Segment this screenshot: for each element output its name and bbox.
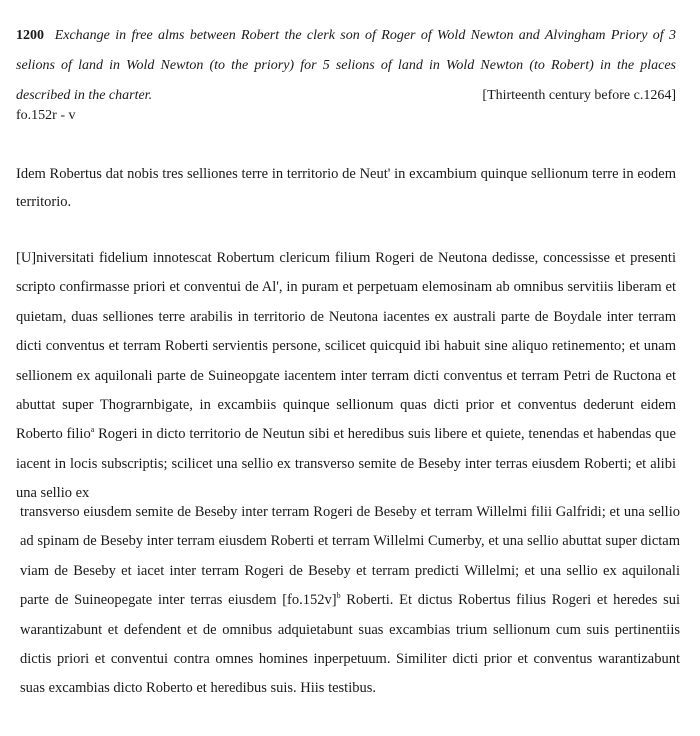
charter-text-b: Rogeri in dicto territorio de Neutun sibi et heredibus suis libere et quiete, tenendas et habendas que iacent in locis subscriptis; scilicet una sellio ex transverso semite de Beseby inter terras eiusdem Roberti; et alibi una sellio ex <box>16 426 676 502</box>
charter-text-a: [U]niversitati fidelium innotescat Robertum clericum filium Rogeri de Neutona dedisse, concessisse et presenti scripto confirmasse priori et conventui de Al', in puram et perpetuam elemosinam ab omnibus servitiis liberam et quietam, duas selliones terre arabilis in territorio de Neutona iacentes ex australi parte de Boydale inter terram dicti conventus et terram Roberti servientis persone, scilicet quicquid ibi habuit sine aliquo retinemento; et unam sellionem ex aquilonali parte de Suineopgate iacentem inter terram dicti conventus et terram Petri de Ructona et abuttat super Thograrnbigate, in excambiis quinque sellionum quas dicti prior et conventus dederunt eidem Roberto filio <box>16 250 676 443</box>
footnote-marker-a: a <box>90 425 95 435</box>
footnote-marker-b: b <box>336 591 341 601</box>
charter-text-part-2 <box>20 498 680 704</box>
entry-heading <box>16 21 676 111</box>
entry-date: [Thirteenth century before c.1264] <box>482 88 676 103</box>
latin-summary: Idem Robertus dat nobis tres selliones terre in territorio de Neut' in excambium quinque sellionum terre in eodem territorio. <box>16 166 676 210</box>
entry-title: Exchange in free alms between Robert the clerk son of Roger of Wold Newton and Alvingham Priory of 3 selions of land in Wold Newton (to the priory) for 5 selions of land in Wold Newton (to Robert) in the places described in the charter. <box>16 28 676 103</box>
entry-number: 1200 <box>16 28 44 43</box>
folio-reference: fo.152r - v <box>16 108 76 123</box>
charter-text-d: Roberti. Et dictus Robertus filius Rogeri et heredes sui warantizabunt et defendent et de omnibus adquietabunt suas excambias trium sellionum cum suis pertinentiis dictis priori et conventui contra omnes homines inperpetuum. Similiter dicti prior et conventus warantizabunt suas excambias dicto Roberto et heredibus suis. Hiis testibus. <box>20 592 681 697</box>
charter-text-part-1 <box>16 244 676 509</box>
charter-text-c: transverso eiusdem semite de Beseby inter terram Rogeri de Beseby et terram Willelmi filii Galfridi; et una sellio ad spinam de Beseby inter terram eiusdem Roberti et terram Willelmi Cumerby, et una sellio abuttat super dictam viam de Beseby et iacet inter terram Rogeri de Beseby et terram predicti Willelmi; et una sellio ex aquilonali parte de Suineopegate inter terras eiusdem [fo.152v] <box>20 504 680 609</box>
